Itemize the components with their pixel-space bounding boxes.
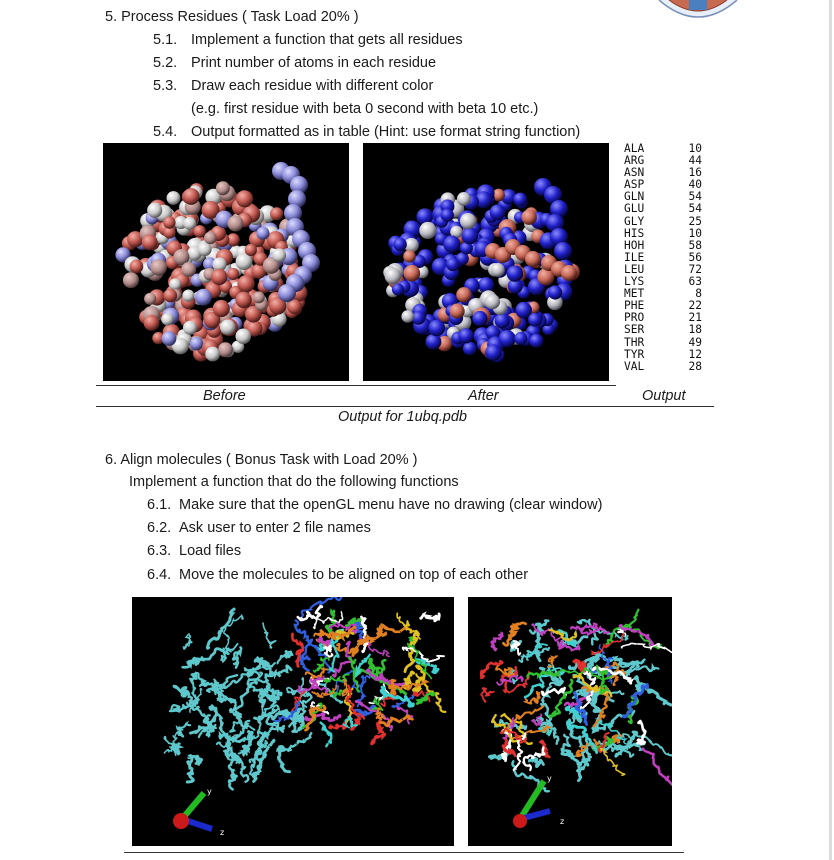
before-caption: Before [203, 388, 246, 404]
atom-count: 58 [688, 238, 702, 252]
after-alignment-render [468, 597, 672, 846]
residue-name: PRO [624, 311, 645, 325]
item-number: 6.1. [147, 497, 172, 513]
residue-name: TYR [624, 347, 645, 361]
item-number: 5.3. [153, 78, 178, 94]
atom-count: 40 [688, 178, 702, 192]
atom-count: 12 [688, 347, 702, 361]
residue-row [624, 228, 702, 240]
section6-item-1 [147, 496, 602, 514]
page-edge-scrollbar [829, 0, 832, 860]
atom-count: 28 [688, 359, 702, 373]
item-text: Print number of atoms in each residue [191, 55, 437, 71]
molecule-spheres-before [103, 143, 349, 381]
section6-item-4 [147, 566, 528, 584]
after-molecule-render [363, 143, 609, 381]
atom-count: 18 [688, 323, 702, 337]
residue-name: LEU [624, 262, 645, 276]
axis-z-label: z [560, 817, 565, 826]
item-text: Make sure that the openGL menu have no drawing (clear window) [179, 497, 603, 513]
atom-count: 16 [688, 166, 702, 180]
output-caption: Output [642, 388, 686, 404]
atom-count: 72 [688, 262, 702, 276]
residue-name: ILE [624, 250, 645, 264]
residue-name: ARG [624, 154, 645, 168]
section6-intro: Implement a function that do the following functions [129, 474, 459, 490]
ribbon-molecules-after [468, 597, 672, 846]
residue-name: HIS [624, 226, 645, 240]
atom-count: 44 [688, 154, 702, 168]
residue-row [624, 203, 702, 215]
atom-count: 10 [688, 142, 702, 155]
residue-name: MET [624, 287, 645, 301]
before-alignment-render [132, 597, 454, 846]
residue-row [624, 361, 702, 373]
residue-name: PHE [624, 299, 645, 313]
item-number: 6.3. [147, 543, 172, 559]
residue-row [624, 349, 702, 361]
university-logo-icon [655, 0, 741, 20]
section5-item-2 [153, 54, 436, 72]
section5-heading: 5. Process Residues ( Task Load 20% ) [105, 9, 359, 25]
atom-count: 10 [688, 226, 702, 240]
atom-cluster-before [115, 162, 320, 362]
item-number: 6.2. [147, 520, 172, 536]
atom-count: 25 [688, 214, 702, 228]
atom-count: 54 [688, 202, 702, 216]
ribbon-overlaid-molecules [481, 610, 672, 792]
atom-cluster-after [383, 178, 580, 362]
residue-name: SER [624, 323, 645, 337]
svg-text:y: y [207, 787, 212, 796]
table-bottom-rule [96, 406, 714, 407]
residue-name: ASP [624, 178, 645, 192]
item-text: Move the molecules to be aligned on top of each other [179, 567, 529, 583]
residue-name: THR [624, 335, 645, 349]
section5-item-4 [153, 123, 580, 141]
item-text: (e.g. first residue with beta 0 second with beta 10 etc.) [191, 101, 539, 117]
figure-bottom-rule [124, 852, 684, 853]
item-text: Draw each residue with different color [191, 78, 434, 94]
section6-item-2 [147, 519, 371, 537]
residue-name: VAL [624, 359, 645, 373]
residue-name: GLY [624, 214, 645, 228]
residue-name: ASN [624, 166, 645, 180]
figure-caption: Output for 1ubq.pdb [338, 409, 467, 425]
section5-item-3 [153, 77, 433, 95]
item-number: 6.4. [147, 567, 172, 583]
residue-name: ALA [624, 142, 645, 155]
residue-name: GLU [624, 202, 645, 216]
item-text: Output formatted as in table (Hint: use format string function) [191, 124, 581, 140]
residue-name: HOH [624, 238, 645, 252]
residue-row [624, 216, 702, 228]
ribbon-molecules-before [132, 597, 454, 846]
atom-count: 56 [688, 250, 702, 264]
item-text: Implement a function that gets all residues [191, 32, 463, 48]
residue-row [624, 337, 702, 349]
atom-count: 8 [695, 287, 702, 301]
ribbon-cyan-molecule [164, 609, 342, 789]
residue-atom-count-table [624, 143, 702, 373]
section5-item-1 [153, 31, 463, 49]
item-text: Ask user to enter 2 file names [179, 520, 371, 536]
xyz-axes-icon [173, 787, 224, 837]
item-number: 5.4. [153, 124, 178, 140]
section6-item-3 [147, 542, 241, 560]
atom-count: 21 [688, 311, 702, 325]
atom-count: 22 [688, 299, 702, 313]
item-text: Load files [179, 543, 242, 559]
atom-count: 49 [688, 335, 702, 349]
residue-row [624, 324, 702, 336]
residue-name: GLN [624, 190, 645, 204]
section5-item-3-example [153, 100, 538, 118]
item-number: 5.2. [153, 55, 178, 71]
after-caption: After [468, 388, 499, 404]
table-top-rule [96, 385, 616, 386]
residue-name: LYS [624, 275, 645, 289]
molecule-spheres-after [363, 143, 609, 381]
item-number: 5.1. [153, 32, 178, 48]
ribbon-rainbow-molecule [274, 597, 445, 746]
axis-z-label: z [220, 828, 225, 837]
svg-text:y: y [547, 774, 552, 783]
atom-count: 54 [688, 190, 702, 204]
atom-count: 63 [688, 275, 702, 289]
before-molecule-render [103, 143, 349, 381]
section6-heading: 6. Align molecules ( Bonus Task with Load 20% ) [105, 452, 418, 468]
